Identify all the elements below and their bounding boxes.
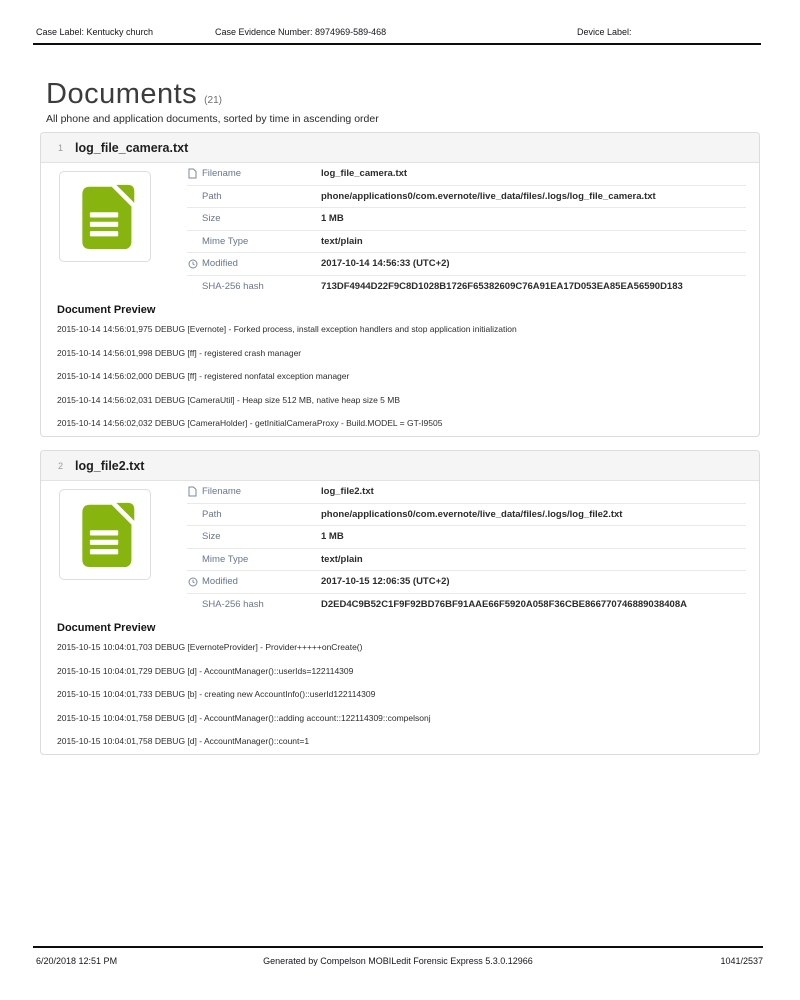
preview-lines	[57, 636, 743, 754]
document-preview	[57, 622, 743, 754]
document-card-header	[41, 133, 759, 163]
generated-by-text: Generated by Compelson MOBILedit Forensic Express 5.3.0.12966	[263, 956, 533, 966]
document-preview	[57, 304, 743, 436]
field-label: Size	[202, 213, 221, 225]
document-card	[40, 132, 760, 437]
field-value: 1 MB	[321, 213, 344, 225]
document-card-body	[41, 163, 759, 437]
table-row-modified	[187, 571, 746, 594]
preview-line: 2015-10-14 14:56:02,031 DEBUG [CameraUtil] - Heap size 512 MB, native heap size 5 MB	[57, 394, 401, 405]
document-icon	[74, 501, 136, 569]
report-footer	[33, 946, 763, 966]
table-row-size	[187, 208, 746, 231]
preview-title: Document Preview	[57, 622, 156, 634]
table-row-mime-type	[187, 549, 746, 572]
file-icon	[188, 168, 202, 179]
field-value: log_file_camera.txt	[321, 168, 408, 180]
table-row-filename	[187, 481, 746, 504]
document-metadata-table	[187, 163, 746, 298]
page-title-block	[46, 78, 222, 111]
field-value: phone/applications0/com.evernote/live_data/files/.logs/log_file2.txt	[321, 508, 623, 520]
table-row-mime-type	[187, 231, 746, 254]
field-label: Filename	[202, 168, 242, 180]
field-value: 2017-10-15 12:06:35 (UTC+2)	[321, 576, 450, 588]
page-subtitle: All phone and application documents, sorted by time in ascending order	[46, 113, 379, 125]
field-value: D2ED4C9B52C1F9F92BD76BF91AAE66F5920A058F36CBE866770746889038408A	[321, 599, 687, 611]
document-title: log_file_camera.txt	[75, 140, 189, 155]
table-row-sha256	[187, 594, 746, 617]
field-label: Modified	[202, 258, 238, 270]
field-label: SHA-256 hash	[202, 281, 264, 293]
preview-line: 2015-10-15 10:04:01,703 DEBUG [EvernoteProvider] - Provider+++++onCreate()	[57, 642, 363, 652]
document-index: 1	[58, 142, 64, 153]
preview-title: Document Preview	[57, 304, 156, 316]
field-label: Mime Type	[202, 235, 249, 247]
document-card-header	[41, 451, 759, 481]
clock-icon	[188, 259, 202, 269]
field-label: Modified	[202, 576, 238, 588]
field-value: log_file2.txt	[321, 486, 374, 498]
field-label: Path	[202, 508, 222, 520]
table-row-size	[187, 526, 746, 549]
device-label: Device Label:	[577, 27, 632, 37]
report-header	[33, 25, 761, 45]
document-card-body	[41, 481, 759, 755]
field-value: 1 MB	[321, 531, 344, 543]
preview-line: 2015-10-14 14:56:01,998 DEBUG [ff] - registered crash manager	[57, 347, 302, 358]
document-card	[40, 450, 760, 755]
preview-line: 2015-10-15 10:04:01,758 DEBUG [d] - AccountManager()::adding account::122114309::compelsonj	[57, 712, 431, 723]
field-label: Mime Type	[202, 553, 249, 565]
document-icon	[74, 183, 136, 251]
document-thumbnail	[59, 489, 151, 580]
preview-line: 2015-10-15 10:04:01,729 DEBUG [d] - AccountManager()::userIds=122114309	[57, 665, 354, 676]
table-row-path	[187, 186, 746, 209]
field-label: Size	[202, 531, 221, 543]
preview-line: 2015-10-15 10:04:01,758 DEBUG [d] - AccountManager()::count=1	[57, 736, 310, 746]
field-value: phone/applications0/com.evernote/live_data/files/.logs/log_file_camera.txt	[321, 190, 656, 202]
preview-line: 2015-10-14 14:56:02,000 DEBUG [ff] - registered nonfatal exception manager	[57, 371, 350, 381]
footer-datetime: 6/20/2018 12:51 PM	[36, 956, 118, 966]
preview-line: 2015-10-14 14:56:01,975 DEBUG [Evernote] - Forked process, install exception handlers and stop application initialization	[57, 324, 517, 334]
document-title: log_file2.txt	[75, 458, 145, 473]
preview-line: 2015-10-14 14:56:02,032 DEBUG [CameraHolder] - getInitialCameraProxy - Build.MODEL = GT-I9505	[57, 418, 443, 428]
document-thumbnail	[59, 171, 151, 262]
page-title: Documents	[46, 78, 198, 110]
field-label: SHA-256 hash	[202, 599, 264, 611]
file-icon	[188, 486, 202, 497]
footer-page-number: 1041/2537	[720, 956, 763, 966]
table-row-filename	[187, 163, 746, 186]
case-label: Case Label: Kentucky church	[36, 27, 154, 37]
field-value: text/plain	[321, 235, 363, 247]
clock-icon	[188, 577, 202, 587]
preview-line: 2015-10-15 10:04:01,733 DEBUG [b] - creating new AccountInfo()::userId122114309	[57, 689, 376, 699]
preview-lines	[57, 318, 743, 436]
table-row-sha256	[187, 276, 746, 299]
document-index: 2	[58, 460, 64, 471]
table-row-path	[187, 504, 746, 527]
case-evidence-number: Case Evidence Number: 8974969-589-468	[215, 27, 387, 37]
field-value: 713DF4944D22F9C8D1028B1726F65382609C76A91EA17D053EA85EA56590D183	[321, 281, 683, 293]
field-value: 2017-10-14 14:56:33 (UTC+2)	[321, 258, 450, 270]
document-metadata-table	[187, 481, 746, 616]
documents-count: (21)	[204, 95, 222, 106]
field-label: Path	[202, 190, 222, 202]
field-label: Filename	[202, 486, 242, 498]
field-value: text/plain	[321, 553, 363, 565]
table-row-modified	[187, 253, 746, 276]
